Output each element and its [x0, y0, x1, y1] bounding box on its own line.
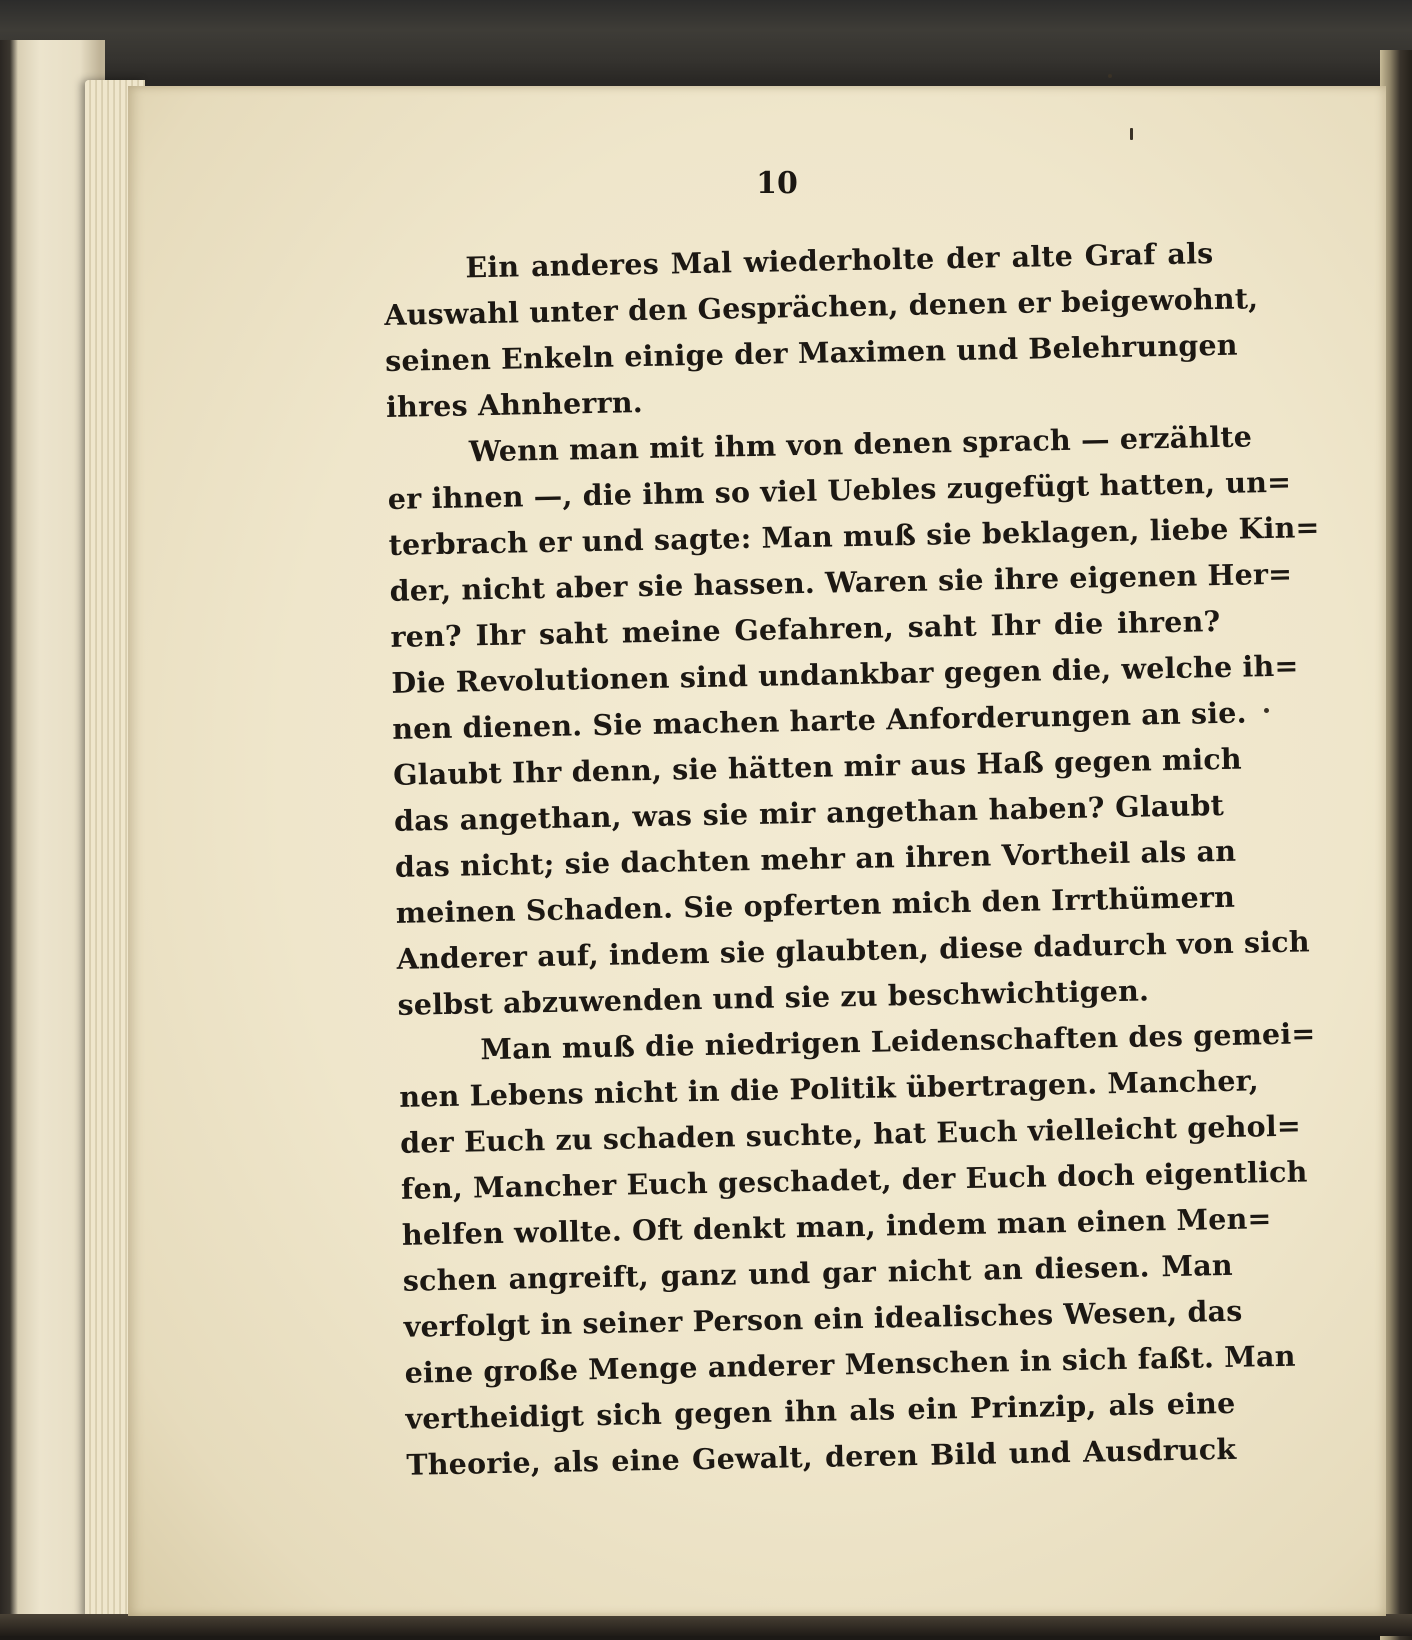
paragraph-2: [387, 414, 1320, 1028]
page-number: 10: [756, 166, 798, 201]
text-line: Wenn man mit ihm von denen sprach — erzählte: [468, 419, 1253, 469]
text-line: eine große Menge anderer Menschen in sich faßt. Man: [404, 1338, 1296, 1390]
paper-speck: [1130, 128, 1133, 140]
text-line: meinen Schaden. Sie opferten mich den Irrthümern: [395, 879, 1236, 930]
text-line: ren? Ihr saht meine Gefahren, saht Ihr die ihren?: [390, 603, 1221, 654]
book-page: [128, 86, 1386, 1616]
page-text: [383, 230, 1320, 1488]
text-line: er ihnen —, die ihm so viel Uebles zugefügt hatten, un=: [387, 464, 1292, 516]
text-line: Die Revolutionen sind undankbar gegen die, welche ih=: [391, 648, 1299, 700]
text-line: Man muß die niedrigen Leidenschaften des gemei=: [480, 1016, 1316, 1067]
text-line: ihres Ahnherrn.: [385, 385, 644, 424]
text-line: das angethan, was sie mir angethan haben? Glaubt: [393, 787, 1225, 838]
text-line: seinen Enkeln einige der Maximen und Belehrungen: [384, 327, 1238, 378]
text-line: Auswahl unter den Gesprächen, denen er beigewohnt,: [383, 281, 1259, 332]
text-line: der, nicht aber sie hassen. Waren sie ihre eigenen Her=: [389, 556, 1293, 608]
text-line: vertheidigt sich gegen ihn als ein Prinzip, als eine: [405, 1385, 1236, 1436]
text-line: Anderer auf, indem sie glaubten, diese dadurch von sich: [396, 924, 1311, 976]
text-line: das nicht; sie dachten mehr an ihren Vortheil als an: [394, 833, 1237, 884]
text-line: selbst abzuwenden und sie zu beschwichtigen.: [397, 973, 1150, 1022]
paper-speck: [1264, 708, 1269, 713]
text-line: helfen wollte. Oft denkt man, indem man einen Men=: [401, 1201, 1272, 1252]
text-line: der Euch zu schaden suchte, hat Euch vielleicht gehol=: [399, 1108, 1302, 1160]
text-line: nen dienen. Sie machen harte Anforderungen an sie.: [391, 695, 1247, 746]
text-line: nen Lebens nicht in die Politik übertragen. Mancher,: [399, 1063, 1260, 1114]
paper-speck: [1108, 74, 1112, 78]
text-line: terbrach er und sagte: Man muß sie beklagen, liebe Kin=: [388, 510, 1320, 562]
paragraph-3: [398, 1012, 1316, 1488]
text-line: Theorie, als eine Gewalt, deren Bild und Ausdruck: [406, 1431, 1237, 1482]
text-line: fen, Mancher Euch geschadet, der Euch doch eigentlich: [400, 1154, 1308, 1206]
text-line: Ein anderes Mal wiederholte der alte Graf als: [465, 236, 1214, 285]
text-line: verfolgt in seiner Person ein idealisches Wesen, das: [403, 1293, 1243, 1344]
paragraph-1: [383, 230, 1259, 430]
text-line: schen angreift, ganz und gar nicht an diesen. Man: [402, 1247, 1234, 1298]
text-line: Glaubt Ihr denn, sie hätten mir aus Haß gegen mich: [392, 741, 1243, 792]
bottom-cover-edge: [0, 1614, 1412, 1636]
